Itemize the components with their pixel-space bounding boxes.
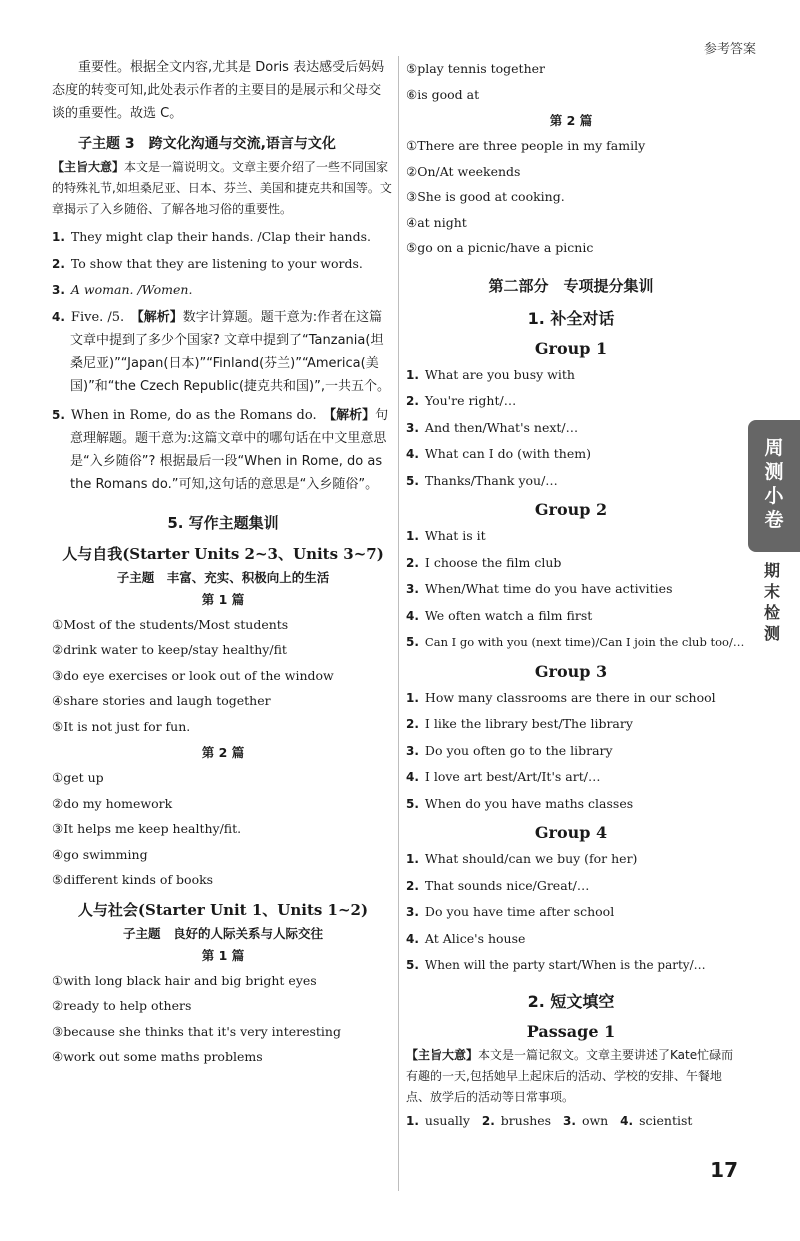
group-item — [406, 846, 736, 873]
item-number: 5. — [406, 635, 419, 649]
side-tab-primary-label: 周测小卷 — [764, 437, 784, 531]
item-number: 4. — [406, 608, 419, 623]
item-text: What can I do (with them) — [424, 446, 591, 461]
item-number: 2. — [481, 1113, 495, 1128]
list-item: ⑤different kinds of books — [52, 872, 214, 887]
passage-main-idea — [406, 1045, 736, 1108]
analysis-tag: 【解析】 — [329, 407, 376, 423]
item-number: 4. — [406, 447, 419, 461]
list-item: ⑥is good at — [406, 86, 480, 102]
main-idea-text: 本文是一篇说明文。文章主要介绍了一些不同国家的特殊礼节,如坦桑尼亚、日本、芬兰、美国和捷克共和国等。文章揭示了入乡随俗、了解各地习俗的重要性。 — [52, 160, 392, 216]
pian2-label: 第 2 篇 — [549, 113, 593, 128]
blank-answers — [406, 1108, 736, 1135]
item-text: That sounds nice/Great/… — [424, 877, 590, 893]
group-item — [406, 576, 736, 603]
item-number: 4. — [406, 770, 419, 784]
section-1-title: 1. 补全对话 — [527, 308, 615, 328]
item-number: 1. — [406, 529, 419, 543]
theme1-pian1-label: 第 1 篇 — [201, 591, 245, 607]
answer-5 — [52, 404, 394, 496]
subtopic-3-heading: 子主题 3 跨文化沟通与交流,语言与文化 — [78, 136, 336, 152]
item-text: Do you have time after school — [424, 904, 615, 919]
list-item: ⑤It is not just for fun. — [52, 718, 191, 734]
item-number: 1. — [406, 1113, 419, 1128]
item-text: When do you have maths classes — [424, 795, 634, 811]
part2-title: 第二部分 专项提分集训 — [488, 276, 654, 295]
list-item: ③It helps me keep healthy/fit. — [52, 821, 242, 836]
item-number: 2. — [406, 878, 419, 893]
group-item — [406, 873, 736, 900]
group-item — [406, 550, 736, 577]
item-text: What is it — [424, 528, 486, 543]
page-number: 17 — [710, 1158, 738, 1182]
item-number: 3. — [406, 582, 419, 596]
item-number: 5. — [406, 958, 419, 972]
group-item — [406, 415, 736, 442]
item-number: 3. — [563, 1113, 576, 1128]
group-item — [406, 388, 736, 415]
list-item: ③She is good at cooking. — [406, 189, 565, 204]
item-number: 1. — [406, 690, 419, 705]
answer-text: When in Rome, do as the Romans do. — [70, 407, 330, 423]
group-3-title: Group 3 — [534, 661, 608, 681]
main-idea-tag: 【主旨大意】 — [52, 160, 125, 174]
answer-text: They might clap their hands. /Clap their hands. — [70, 229, 371, 244]
list-item: ①with long black hair and big bright eyes — [52, 972, 317, 988]
group-item — [406, 603, 736, 630]
item-text: When will the party start/When is the party/… — [424, 958, 706, 972]
item-text: Do you often go to the library — [424, 742, 613, 758]
group-item — [406, 523, 736, 550]
list-item: ④go swimming — [52, 846, 148, 862]
item-number: 2. — [406, 717, 419, 731]
group-1-title: Group 1 — [534, 338, 608, 358]
theme1-pian2-label: 第 2 篇 — [201, 745, 245, 760]
item-text: When/What time do you have activities — [424, 581, 673, 596]
list-item: ①Most of the students/Most students — [52, 616, 289, 632]
group-item — [406, 441, 736, 468]
theme2-pian1-label: 第 1 篇 — [201, 947, 245, 963]
list-item: ④work out some maths problems — [52, 1049, 263, 1064]
group-item — [406, 952, 736, 979]
main-idea-tag: 【主旨大意】 — [406, 1047, 479, 1062]
item-number: 3. — [406, 420, 419, 435]
group-4-title: Group 4 — [534, 823, 608, 842]
list-item: ①get up — [52, 770, 104, 785]
list-item: ②drink water to keep/stay healthy/fit — [52, 642, 287, 657]
group-item — [406, 791, 736, 818]
answer-number: 3. — [52, 283, 65, 297]
item-number: 1. — [406, 367, 419, 382]
theme2-title: 人与社会(Starter Unit 1、Units 1~2) — [77, 900, 369, 919]
item-text: Can I go with you (next time)/Can I join the club too/… — [424, 635, 745, 649]
item-text: scientist — [639, 1112, 693, 1128]
group-item — [406, 926, 736, 953]
answer-text: To show that they are listening to your words. — [70, 255, 363, 271]
item-text: You're right/… — [424, 393, 517, 408]
group-item — [406, 685, 736, 712]
header-label: 参考答案 — [703, 42, 756, 57]
group-item — [406, 362, 736, 389]
answer-text: Five. /5. — [70, 309, 138, 325]
item-number: 2. — [406, 394, 419, 408]
answer-number: 4. — [52, 309, 65, 324]
section-5-title: 5. 写作主题集训 — [167, 513, 279, 532]
item-text: I love art best/Art/It's art/… — [424, 769, 601, 784]
item-number: 4. — [620, 1113, 634, 1128]
item-number: 2. — [406, 555, 419, 570]
side-tab-secondary-label: 期末检测 — [763, 561, 780, 643]
group-item — [406, 899, 736, 926]
analysis-text: 句意理解题。题干意为:这篇文章中的哪句话在中文里意思是“入乡随俗”? 根据最后一段“When in Rome, do as the Romans do.”可知,这句话的意思是“入乡随俗”。 — [70, 407, 389, 492]
item-text: usually — [424, 1112, 470, 1128]
section-2-title: 2. 短文填空 — [527, 991, 615, 1011]
item-text: And then/What's next/… — [424, 419, 579, 435]
answer-number: 2. — [52, 256, 65, 271]
item-number: 5. — [406, 473, 419, 488]
item-number: 4. — [406, 931, 419, 946]
theme1-title: 人与自我(Starter Units 2~3、Units 3~7) — [62, 544, 384, 563]
answer-text: A woman. /Women. — [70, 282, 193, 297]
item-text: How many classrooms are there in our school — [424, 689, 716, 705]
passage-1-title: Passage 1 — [526, 1021, 616, 1041]
item-number: 3. — [406, 743, 419, 758]
item-text: We often watch a film first — [424, 607, 593, 623]
intro-paragraph: 重要性。根据全文内容,尤其是 Doris 表达感受后妈妈态度的转变可知,此处表示作者的主要目的是展示和父母交谈的重要性。故选 C。 — [52, 60, 385, 121]
group-item — [406, 764, 736, 791]
theme1-subtopic: 子主题 丰富、充实、积极向上的生活 — [116, 569, 330, 585]
list-item: ⑤go on a picnic/have a picnic — [406, 240, 594, 255]
answer-number: 1. — [52, 230, 65, 244]
item-number: 1. — [406, 852, 419, 866]
main-idea-text: 本文是一篇记叙文。文章主要讲述了Kate忙碌而有趣的一天,包括她早上起床后的活动、学校的安排、午餐地点、放学后的活动等日常事项。 — [406, 1047, 734, 1104]
column-divider — [398, 56, 399, 1191]
theme2-subtopic: 子主题 良好的人际关系与人际交往 — [122, 925, 323, 941]
group-item — [406, 629, 745, 656]
item-text: What are you busy with — [424, 366, 575, 382]
list-item: ②ready to help others — [52, 998, 192, 1013]
list-item: ④share stories and laugh together — [52, 693, 271, 708]
left-column — [52, 56, 394, 1070]
item-text: I like the library best/The library — [424, 716, 633, 731]
list-item: ④at night — [406, 214, 467, 230]
item-text: At Alice's house — [424, 930, 526, 946]
analysis-tag: 【解析】 — [137, 309, 183, 325]
answer-2 — [52, 251, 394, 278]
list-item: ③do eye exercises or look out of the window — [52, 667, 334, 683]
item-text: What should/can we buy (for her) — [424, 851, 638, 866]
item-text: own — [581, 1112, 609, 1128]
item-number: 5. — [406, 796, 419, 811]
item-text: Thanks/Thank you/… — [424, 472, 558, 488]
list-item: ⑤play tennis together — [406, 61, 545, 76]
answer-number: 5. — [52, 407, 65, 422]
list-item: ②do my homework — [52, 795, 173, 811]
answer-3 — [52, 277, 394, 304]
group-item — [406, 468, 736, 495]
group-item — [406, 711, 736, 738]
answer-4 — [52, 306, 394, 398]
list-item: ①There are three people in my family — [406, 138, 646, 153]
item-text: brushes — [500, 1112, 552, 1128]
analysis-text: 数字计算题。题干意为:作者在这篇文章中提到了多少个国家? 文章中提到了“Tanzania(坦桑尼亚)”“Japan(日本)”“Finland(芬兰)”“America(美国)”和“the Czech Republic(捷克共和国)”,一共五个。 — [70, 309, 390, 394]
group-2-title: Group 2 — [534, 500, 608, 519]
right-column — [406, 56, 745, 1134]
main-idea-paragraph — [52, 157, 394, 220]
list-item: ③because she thinks that it's very interesting — [52, 1023, 341, 1039]
group-item — [406, 738, 736, 765]
answer-1 — [52, 224, 394, 251]
item-text: I choose the film club — [424, 554, 562, 570]
item-number: 3. — [406, 905, 419, 919]
list-item: ②On/At weekends — [406, 163, 521, 179]
